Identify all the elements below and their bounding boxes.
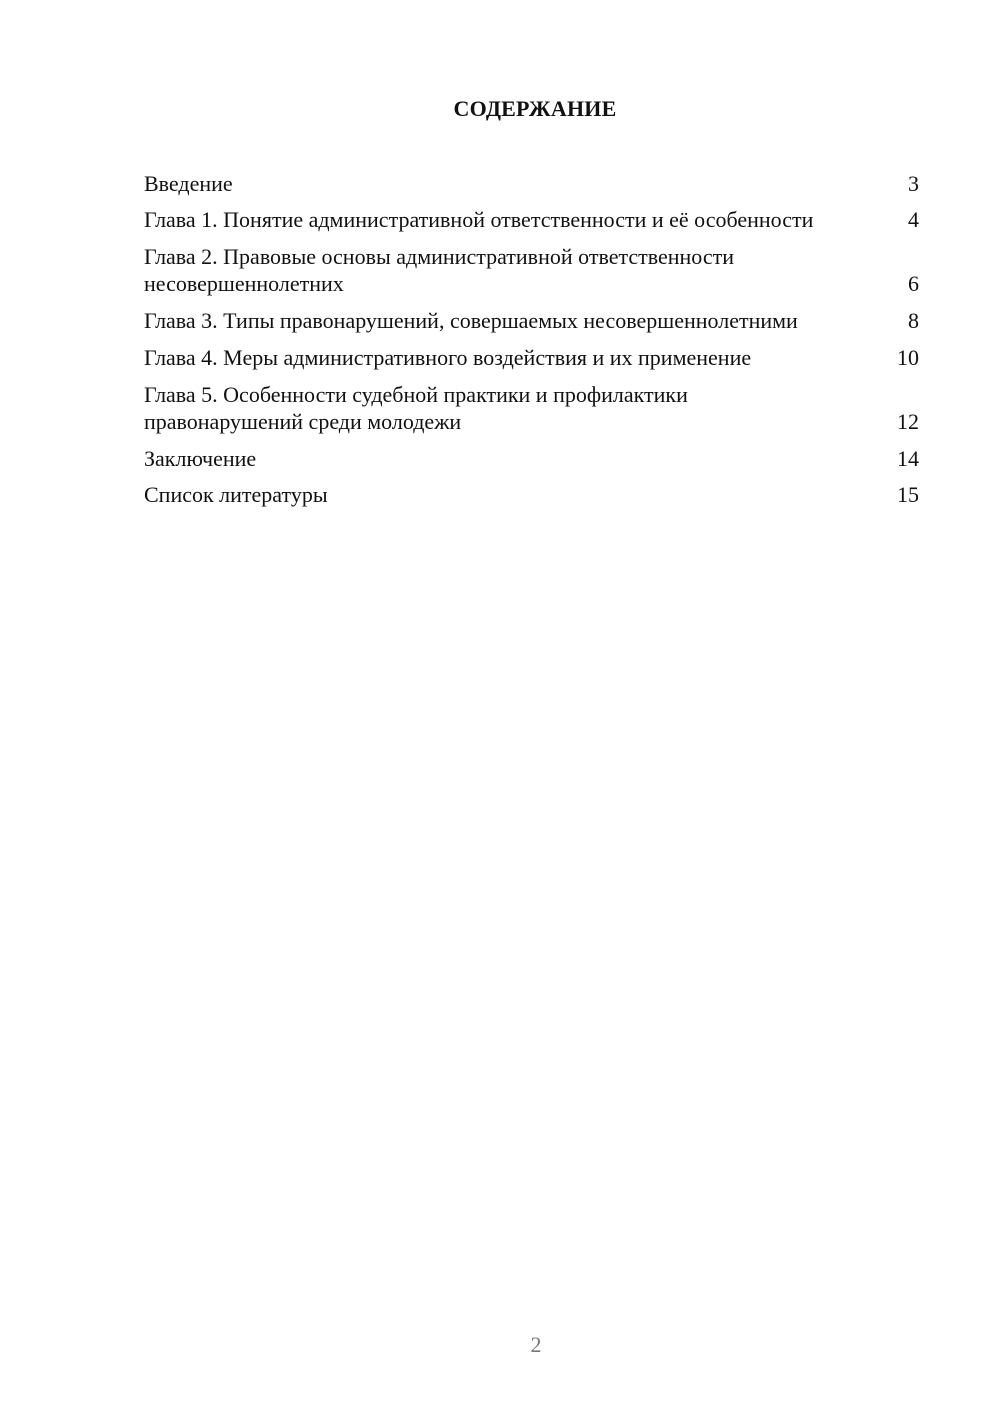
page-number: 2 [530, 1332, 542, 1357]
toc-entry-page: 10 [897, 345, 919, 370]
toc-entry-chapter-4 [144, 344, 919, 371]
toc-entry-title: Глава 4. Меры административного воздействия и их применение [144, 345, 752, 370]
toc-entry-page: 15 [897, 482, 919, 507]
toc-entry-title: Глава 1. Понятие административной ответственности и её особенности [144, 207, 814, 232]
toc-entry-chapter-5 [144, 381, 919, 435]
toc-entry-title: Глава 5. Особенности судебной практики и профилактики правонарушений среди молодежи [144, 382, 688, 434]
toc-entry-chapter-1 [144, 206, 919, 233]
toc-entry-page: 12 [897, 409, 919, 434]
table-of-contents [144, 170, 919, 517]
page-title: СОДЕРЖАНИЕ [453, 96, 617, 121]
toc-entry-page: 6 [908, 271, 919, 296]
toc-entry-title: Введение [144, 171, 233, 196]
toc-entry-introduction [144, 170, 919, 197]
toc-entry-bibliography [144, 481, 919, 508]
toc-entry-page: 3 [908, 171, 919, 196]
toc-entry-conclusion [144, 445, 919, 472]
toc-entry-page: 4 [908, 207, 919, 232]
toc-entry-page: 14 [897, 446, 919, 471]
toc-entry-chapter-2 [144, 243, 919, 297]
toc-entry-title: Заключение [144, 446, 257, 471]
toc-entry-page: 8 [908, 308, 919, 333]
toc-entry-title: Глава 3. Типы правонарушений, совершаемых несовершеннолетними [144, 308, 798, 333]
toc-entry-chapter-3 [144, 307, 919, 334]
toc-entry-title: Список литературы [144, 482, 328, 507]
toc-entry-title: Глава 2. Правовые основы административной ответственности несовершеннолетних [144, 244, 734, 296]
